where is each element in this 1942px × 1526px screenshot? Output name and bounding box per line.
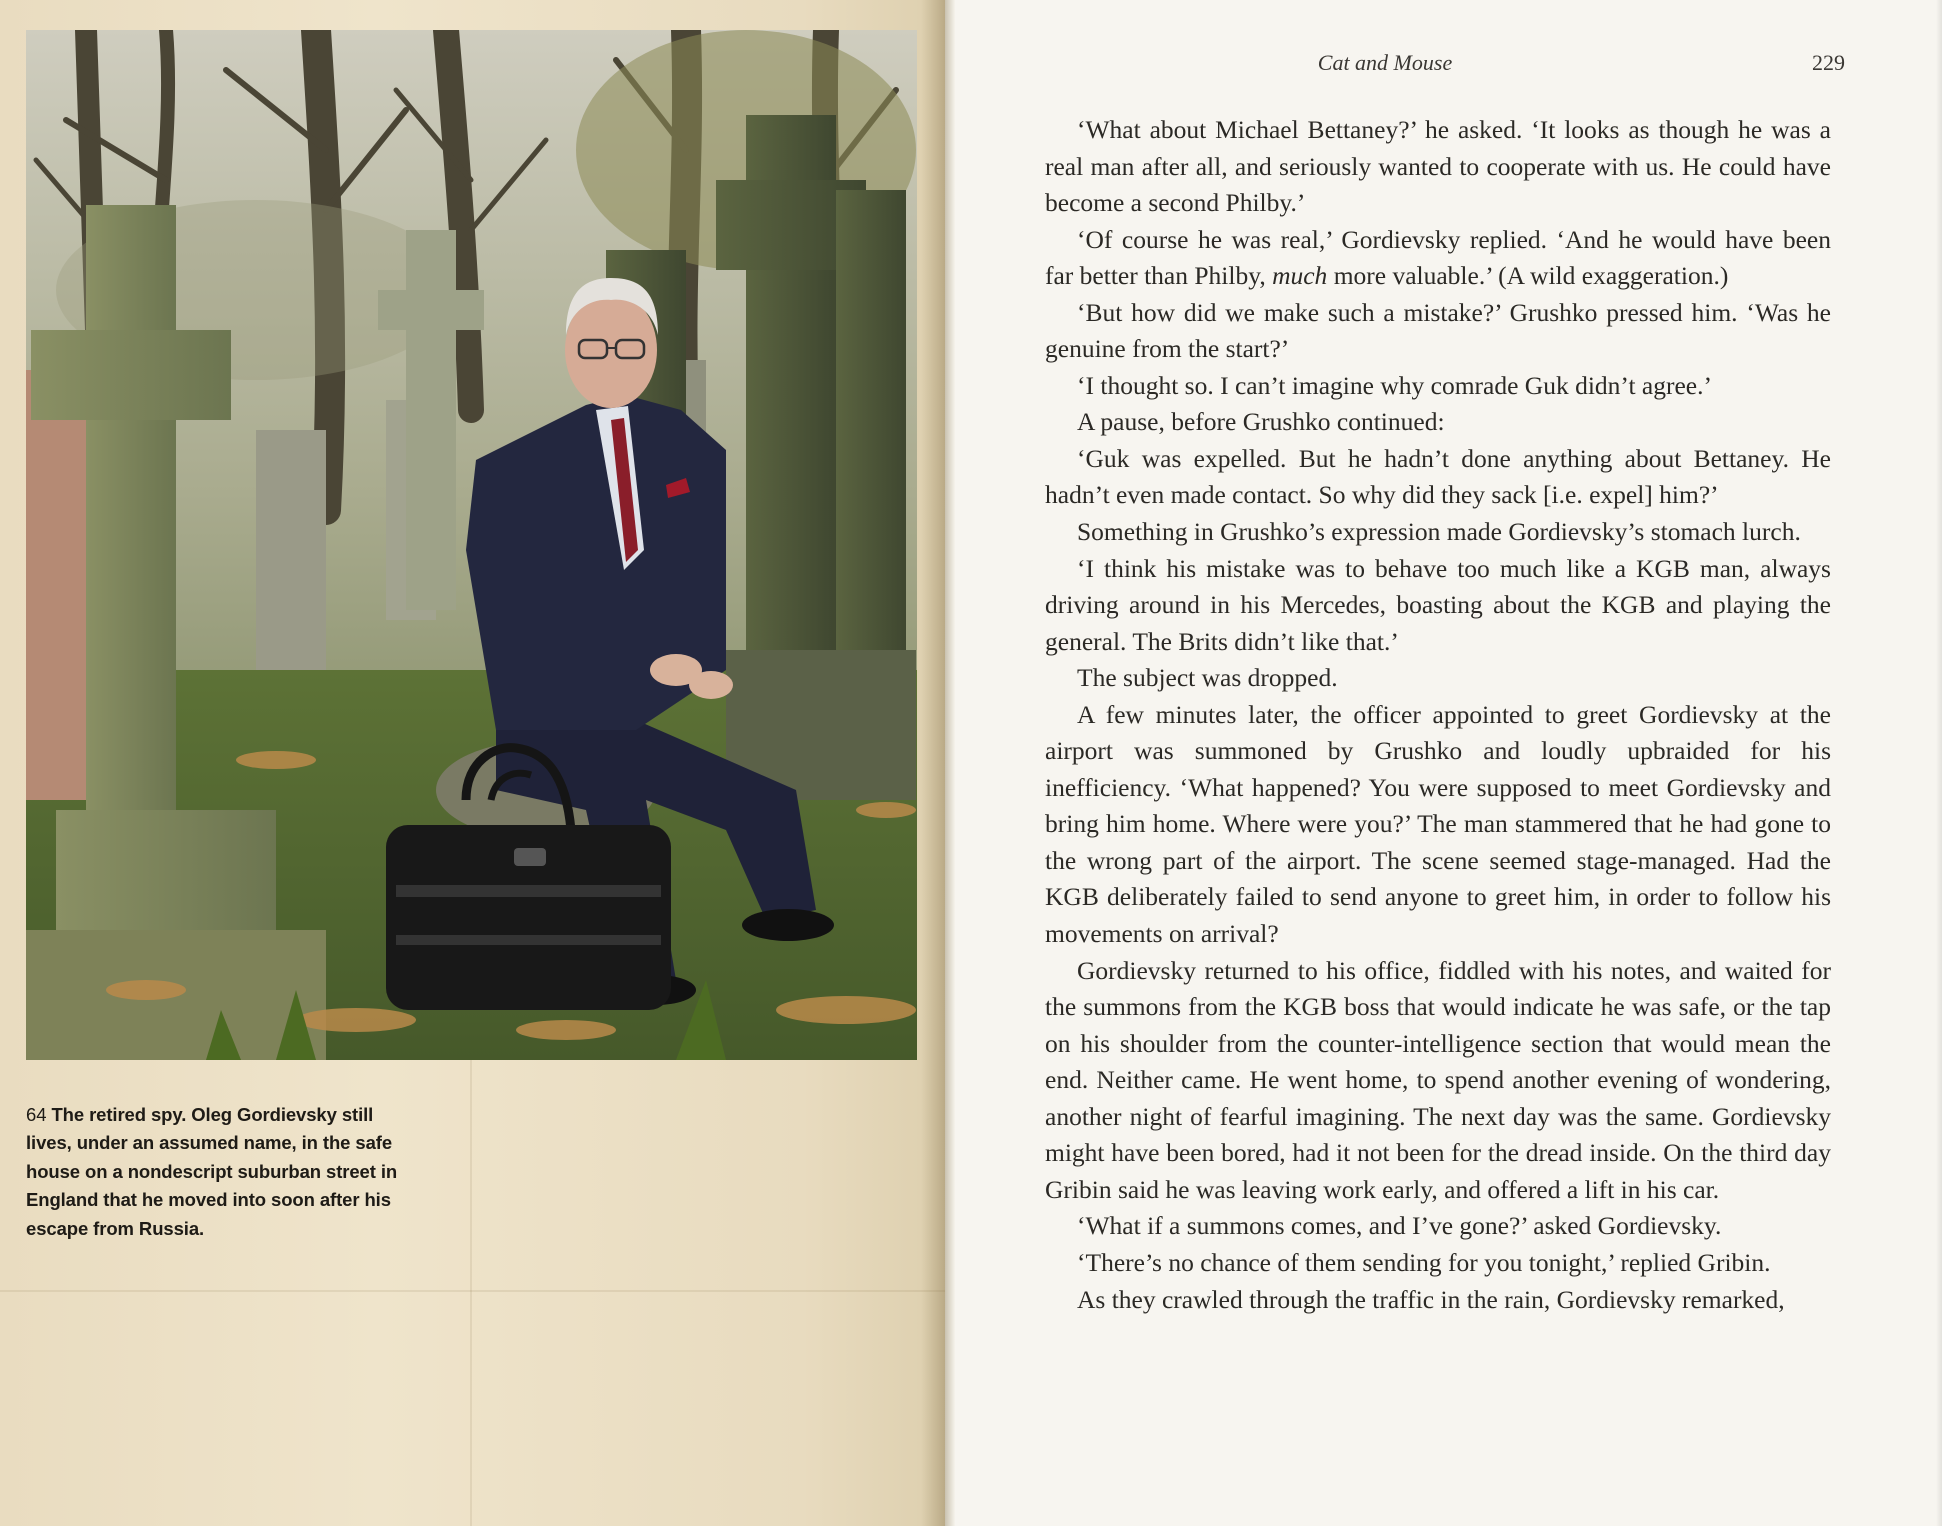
paragraph: ‘What about Michael Bettaney?’ he asked. ‘It looks as though he was a real man after all, and seriously wanted to cooperate with us. He could have become a second Philby.’ bbox=[1045, 115, 1831, 218]
emphasis: much bbox=[1272, 261, 1328, 291]
paragraph: ‘Guk was expelled. But he hadn’t done anything about Bettaney. He hadn’t even made contact. So why did they sack [i.e. expel] him?’ bbox=[1045, 443, 1831, 510]
paragraph: ‘But how did we make such a mistake?’ Grushko pressed him. ‘Was he genuine from the start?’ bbox=[1045, 297, 1831, 364]
paper-crease bbox=[0, 1290, 945, 1292]
paper-crease bbox=[470, 1060, 472, 1526]
paragraph: ‘There’s no chance of them sending for you tonight,’ replied Gribin. bbox=[1077, 1247, 1771, 1277]
paragraph: ‘I thought so. I can’t imagine why comrade Guk didn’t agree.’ bbox=[1077, 370, 1712, 400]
running-head-title: Cat and Mouse bbox=[1317, 50, 1453, 75]
paragraph-text: more valuable.’ (A wild exaggeration.) bbox=[1327, 261, 1729, 291]
body-text bbox=[1045, 112, 1831, 1318]
page-fold-shadow bbox=[921, 0, 945, 1526]
page-edge-shadow bbox=[1936, 0, 1942, 1526]
book-gutter bbox=[945, 0, 955, 1526]
photograph-retired-spy-in-cemetery bbox=[26, 30, 917, 1060]
figure-number: 64 bbox=[26, 1104, 47, 1125]
paragraph: As they crawled through the traffic in the rain, Gordievsky remarked, bbox=[1077, 1284, 1785, 1314]
paragraph: Something in Grushko’s expression made Gordievsky’s stomach lurch. bbox=[1077, 517, 1801, 547]
running-head bbox=[1065, 50, 1845, 84]
page-number: 229 bbox=[1812, 50, 1845, 75]
paragraph: The subject was dropped. bbox=[1077, 663, 1338, 693]
paragraph: A pause, before Grushko continued: bbox=[1077, 407, 1445, 437]
paragraph: Gordievsky returned to his office, fiddled with his notes, and waited for the summons from the KGB boss that would indicate he was safe, or the tap on his shoulder from the counter-intelligence section that would mean the end. Neither came. He went home, to spend another evening of wondering, another night of fearful imagining. The next day was the same. Gordievsky might have been bored, had it not been for the dread inside. On the third day Gribin said he was leaving work early, and offered a lift in his car. bbox=[1045, 955, 1831, 1204]
right-page bbox=[955, 0, 1942, 1526]
photo-caption bbox=[26, 1101, 406, 1243]
paragraph: A few minutes later, the officer appointed to greet Gordievsky at the airport was summoned by Grushko and loudly upbraided for his inefficiency. ‘What happened? You were supposed to meet Gordievsky and bring him home. Where were you?’ The man stammered that he had gone to the wrong part of the airport. The scene seemed stage-managed. Had the KGB deliberately failed to send anyone to greet him, in order to follow his movements on arrival? bbox=[1045, 699, 1831, 949]
paragraph: ‘I think his mistake was to behave too much like a KGB man, always driving around in his Mercedes, boasting about the KGB and playing the general. The Brits didn’t like that.’ bbox=[1045, 553, 1831, 656]
caption-text: The retired spy. Oleg Gordievsky still lives, under an assumed name, in the safe house on a nondescript suburban street in England that he moved into soon after his escape from Russia. bbox=[26, 1104, 398, 1239]
paragraph: ‘What if a summons comes, and I’ve gone?’ asked Gordievsky. bbox=[1077, 1211, 1722, 1241]
left-page bbox=[0, 0, 945, 1526]
paragraph-text: ‘Of course he was real,’ Gordievsky replied. ‘And he would have been far better than Philby, bbox=[1045, 224, 1831, 291]
paragraph bbox=[1045, 222, 1831, 295]
